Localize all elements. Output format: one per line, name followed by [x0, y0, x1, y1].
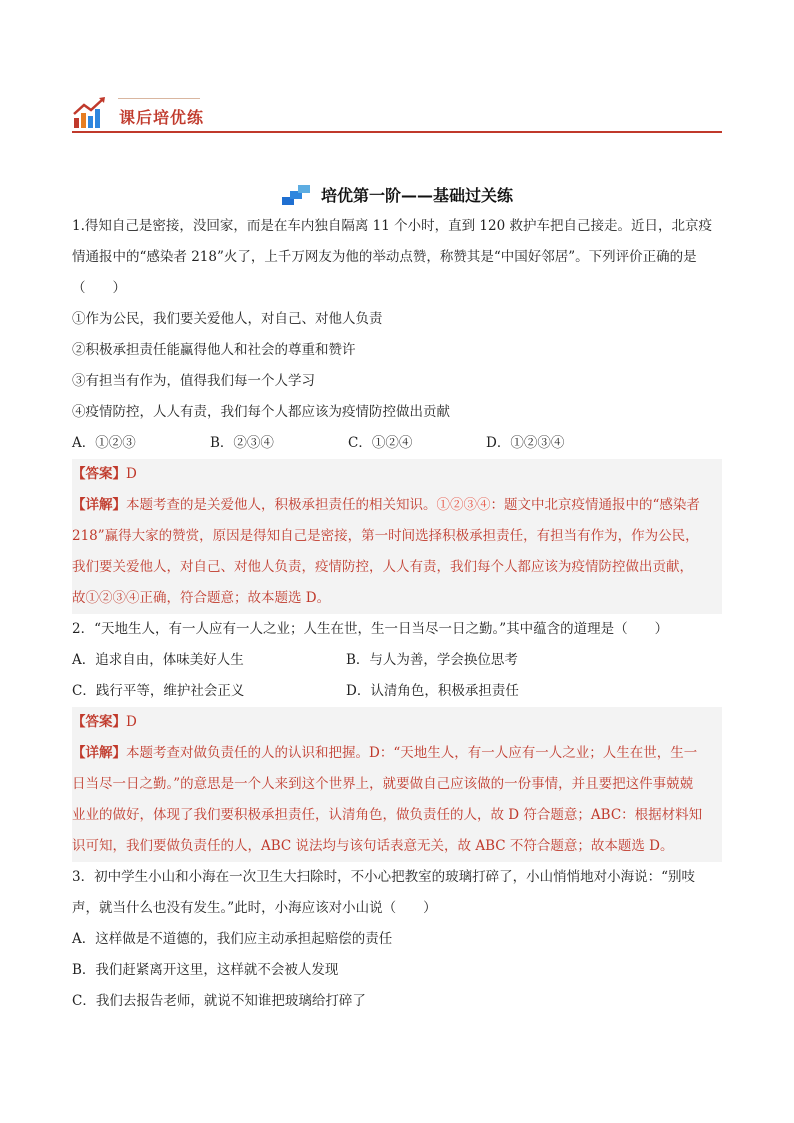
q1-answer-value: D — [126, 466, 137, 482]
q1-stem-line-1: 1.得知自己是密接，没回家，而是在车内独自隔离 11 个小时，直到 120 救护车把自己接走。近日，北京疫 — [72, 218, 712, 234]
q3-option-a: A．这样做是不道德的，我们应主动承担起赔偿的责任 — [72, 931, 393, 947]
section-title: 培优第一阶——基础过关练 — [320, 186, 513, 205]
header-title: 课后培优练 — [119, 108, 205, 127]
question-content — [72, 211, 722, 1017]
header-top-line — [118, 98, 200, 99]
q2-answer-block — [72, 707, 722, 862]
header-rule — [72, 131, 722, 133]
q2-answer-tag: 【答案】 — [72, 714, 126, 730]
q1-option-d: D．①②③④ — [486, 435, 565, 451]
q1-detail-text-a: 本题考查的是关爱他人，积极承担责任的相关知识。 — [126, 497, 437, 513]
q1-detail-text-c: ：题文中北京疫情通报中的“感染者 — [490, 497, 700, 513]
q3-stem-line-2: 声，就当什么也没有发生。”此时，小海应该对小山说（ ） — [72, 900, 437, 916]
q1-options — [72, 428, 722, 459]
growth-chart-icon — [72, 96, 108, 130]
q1-detail-line-2: 218”赢得大家的赞赏，原因是得知自己是密接，第一时间选择积极承担责任，有担当有作为，作为公民， — [72, 528, 699, 544]
q1-item-2: ②积极承担责任能赢得他人和社会的尊重和赞许 — [72, 342, 356, 358]
q2-detail-line-2: 日当尽一日之勤。”的意思是一个人来到这个世界上，就要做自己应该做的一份事情，并且要把这件事兢兢 — [72, 776, 694, 792]
q1-option-b: B．②③④ — [210, 435, 274, 451]
q1-answer-block — [72, 459, 722, 614]
q2-detail-tag: 【详解】 — [72, 745, 126, 761]
q2-options-row-1 — [72, 645, 722, 676]
steps-icon — [281, 184, 315, 206]
q1-item-4: ④疫情防控，人人有责，我们每个人都应该为疫情防控做出贡献 — [72, 404, 450, 420]
q3-option-b: B．我们赶紧离开这里，这样就不会被人发现 — [72, 962, 339, 978]
q1-item-3: ③有担当有作为，值得我们每一个人学习 — [72, 373, 315, 389]
q2-options-row-2 — [72, 676, 722, 707]
q1-stem-line-3: （ ） — [72, 280, 126, 296]
q3-stem-line-1: 3．初中学生小山和小海在一次卫生大扫除时，不小心把教室的玻璃打碎了，小山悄悄地对小海说：“别吱 — [72, 869, 695, 885]
q2-option-b: B．与人为善，学会换位思考 — [346, 652, 518, 668]
q2-option-a: A．追求自由，体味美好人生 — [72, 652, 244, 668]
q2-detail-line-3: 业业的做好，体现了我们要积极承担责任，认清角色，做负责任的人，故 D 符合题意；ABC：根据材料知 — [72, 807, 703, 823]
q2-answer-value: D — [126, 714, 137, 730]
q3-option-c: C．我们去报告老师，就说不知谁把玻璃给打碎了 — [72, 993, 366, 1009]
q1-item-1: ①作为公民，我们要关爱他人，对自己、对他人负责 — [72, 311, 383, 327]
q2-detail-line-4: 识可知，我们要做负责任的人，ABC 说法均与该句话表意无关，故 ABC 不符合题意；故本题选 D。 — [72, 838, 674, 854]
q1-option-a: A．①②③ — [72, 435, 136, 451]
q2-option-d: D．认清角色，积极承担责任 — [346, 683, 519, 699]
q1-detail-line-3: 我们要关爱他人，对自己、对他人负责，疫情防控，人人有责，我们每个人都应该为疫情防控做出贡献， — [72, 559, 693, 575]
section-heading — [0, 183, 794, 210]
page-header — [72, 96, 722, 136]
q1-detail-tag: 【详解】 — [72, 497, 126, 513]
q1-stem-line-2: 情通报中的“感染者 218”火了，上千万网友为他的举动点赞，称赞其是“中国好邻居”。下列评价正确的是 — [72, 249, 697, 265]
q2-detail-text: 本题考查对做负责任的人的认识和把握。D：“天地生人，有一人应有一人之业；人生在世，生一 — [126, 745, 698, 761]
q1-detail-text-b: ①②③④ — [436, 497, 491, 513]
q2-stem: 2．“天地生人，有一人应有一人之业；人生在世，生一日当尽一日之勤。”其中蕴含的道理是（ ） — [72, 621, 669, 637]
q1-option-c: C．①②④ — [348, 435, 413, 451]
q1-detail-line-4: 故①②③④正确，符合题意；故本题选 D。 — [72, 590, 331, 606]
q1-answer-tag: 【答案】 — [72, 466, 126, 482]
q2-option-c: C．践行平等，维护社会正义 — [72, 683, 245, 699]
